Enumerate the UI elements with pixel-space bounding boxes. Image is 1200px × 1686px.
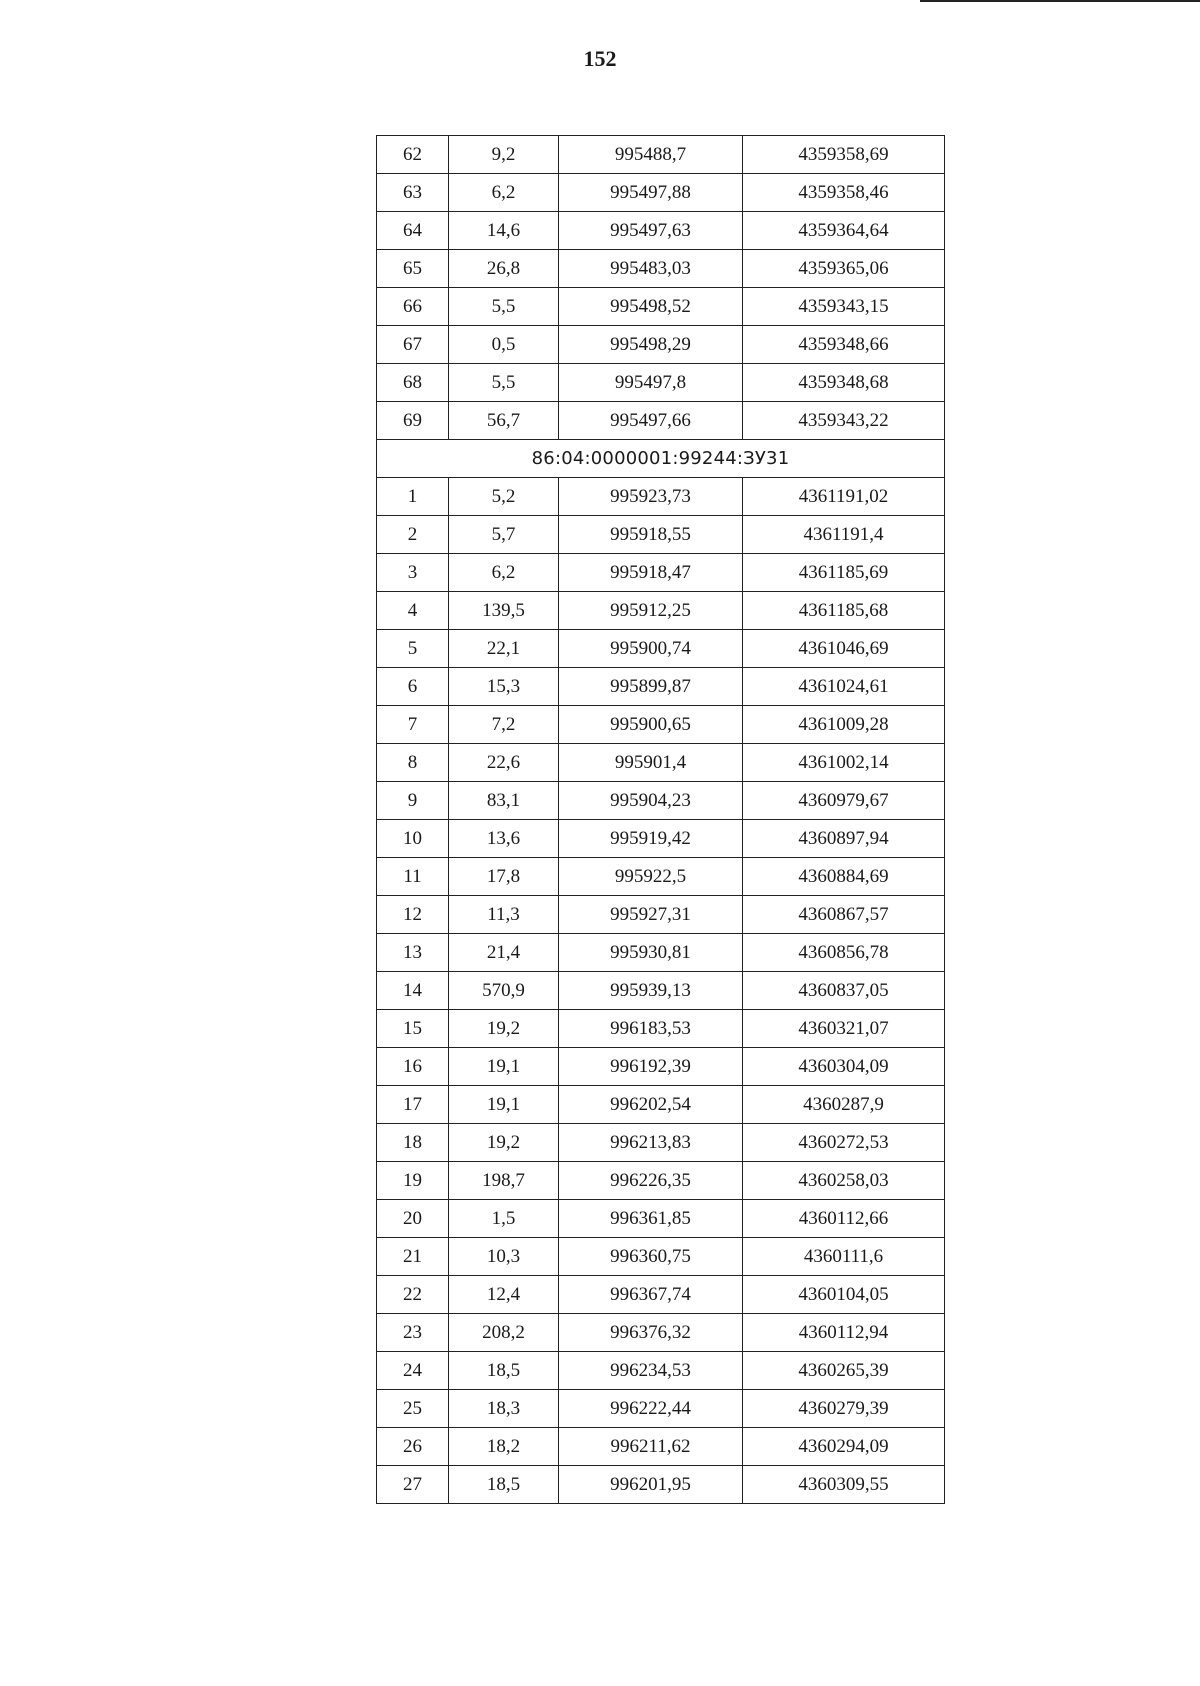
x-coordinate-cell: 995497,8 — [559, 364, 743, 402]
table-row — [377, 516, 945, 554]
y-coordinate-cell: 4361191,4 — [743, 516, 945, 554]
x-coordinate-cell: 996183,53 — [559, 1010, 743, 1048]
y-coordinate-cell: 4360321,07 — [743, 1010, 945, 1048]
point-number-cell: 5 — [377, 630, 449, 668]
table-row — [377, 1276, 945, 1314]
y-coordinate-cell: 4359348,66 — [743, 326, 945, 364]
y-coordinate-cell: 4360279,39 — [743, 1390, 945, 1428]
table-row — [377, 1428, 945, 1466]
point-number-cell: 63 — [377, 174, 449, 212]
point-number-cell: 66 — [377, 288, 449, 326]
point-number-cell: 10 — [377, 820, 449, 858]
x-coordinate-cell: 995497,63 — [559, 212, 743, 250]
point-number-cell: 20 — [377, 1200, 449, 1238]
table-row — [377, 554, 945, 592]
segment-length-cell: 12,4 — [449, 1276, 559, 1314]
x-coordinate-cell: 995918,55 — [559, 516, 743, 554]
segment-length-cell: 5,5 — [449, 288, 559, 326]
table-row — [377, 1086, 945, 1124]
y-coordinate-cell: 4360856,78 — [743, 934, 945, 972]
table-row — [377, 972, 945, 1010]
table-row — [377, 744, 945, 782]
segment-length-cell: 208,2 — [449, 1314, 559, 1352]
x-coordinate-cell: 995900,74 — [559, 630, 743, 668]
x-coordinate-cell: 995901,4 — [559, 744, 743, 782]
y-coordinate-cell: 4360304,09 — [743, 1048, 945, 1086]
point-number-cell: 24 — [377, 1352, 449, 1390]
segment-length-cell: 21,4 — [449, 934, 559, 972]
point-number-cell: 2 — [377, 516, 449, 554]
point-number-cell: 12 — [377, 896, 449, 934]
table-row — [377, 1314, 945, 1352]
y-coordinate-cell: 4361191,02 — [743, 478, 945, 516]
x-coordinate-cell: 996226,35 — [559, 1162, 743, 1200]
x-coordinate-cell: 995904,23 — [559, 782, 743, 820]
segment-length-cell: 19,1 — [449, 1048, 559, 1086]
point-number-cell: 1 — [377, 478, 449, 516]
x-coordinate-cell: 996222,44 — [559, 1390, 743, 1428]
y-coordinate-cell: 4361185,68 — [743, 592, 945, 630]
point-number-cell: 25 — [377, 1390, 449, 1428]
point-number-cell: 62 — [377, 136, 449, 174]
y-coordinate-cell: 4360884,69 — [743, 858, 945, 896]
table-row — [377, 1162, 945, 1200]
segment-length-cell: 5,2 — [449, 478, 559, 516]
point-number-cell: 23 — [377, 1314, 449, 1352]
y-coordinate-cell: 4360104,05 — [743, 1276, 945, 1314]
section-header-row — [377, 440, 945, 478]
y-coordinate-cell: 4359343,15 — [743, 288, 945, 326]
point-number-cell: 14 — [377, 972, 449, 1010]
y-coordinate-cell: 4360867,57 — [743, 896, 945, 934]
x-coordinate-cell: 995498,29 — [559, 326, 743, 364]
cadastral-number-label: 86:04:0000001:99244:ЗУ31 — [377, 440, 945, 478]
segment-length-cell: 17,8 — [449, 858, 559, 896]
table-row — [377, 1200, 945, 1238]
table-row — [377, 402, 945, 440]
y-coordinate-cell: 4361009,28 — [743, 706, 945, 744]
segment-length-cell: 26,8 — [449, 250, 559, 288]
segment-length-cell: 18,5 — [449, 1466, 559, 1504]
segment-length-cell: 5,5 — [449, 364, 559, 402]
table-row — [377, 326, 945, 364]
segment-length-cell: 570,9 — [449, 972, 559, 1010]
segment-length-cell: 56,7 — [449, 402, 559, 440]
segment-length-cell: 19,2 — [449, 1124, 559, 1162]
table-row — [377, 820, 945, 858]
x-coordinate-cell: 996192,39 — [559, 1048, 743, 1086]
segment-length-cell: 6,2 — [449, 174, 559, 212]
x-coordinate-cell: 996211,62 — [559, 1428, 743, 1466]
segment-length-cell: 1,5 — [449, 1200, 559, 1238]
segment-length-cell: 7,2 — [449, 706, 559, 744]
y-coordinate-cell: 4360258,03 — [743, 1162, 945, 1200]
table-row — [377, 364, 945, 402]
segment-length-cell: 139,5 — [449, 592, 559, 630]
x-coordinate-cell: 995488,7 — [559, 136, 743, 174]
x-coordinate-cell: 995930,81 — [559, 934, 743, 972]
x-coordinate-cell: 995900,65 — [559, 706, 743, 744]
table-row — [377, 212, 945, 250]
table-row — [377, 174, 945, 212]
y-coordinate-cell: 4361185,69 — [743, 554, 945, 592]
point-number-cell: 27 — [377, 1466, 449, 1504]
segment-length-cell: 19,1 — [449, 1086, 559, 1124]
y-coordinate-cell: 4360112,94 — [743, 1314, 945, 1352]
y-coordinate-cell: 4360272,53 — [743, 1124, 945, 1162]
y-coordinate-cell: 4359365,06 — [743, 250, 945, 288]
point-number-cell: 8 — [377, 744, 449, 782]
point-number-cell: 3 — [377, 554, 449, 592]
point-number-cell: 18 — [377, 1124, 449, 1162]
segment-length-cell: 22,1 — [449, 630, 559, 668]
table-row — [377, 1124, 945, 1162]
table-row — [377, 592, 945, 630]
point-number-cell: 6 — [377, 668, 449, 706]
point-number-cell: 68 — [377, 364, 449, 402]
table-row — [377, 896, 945, 934]
coordinates-table — [376, 135, 945, 1504]
x-coordinate-cell: 995498,52 — [559, 288, 743, 326]
point-number-cell: 21 — [377, 1238, 449, 1276]
y-coordinate-cell: 4359348,68 — [743, 364, 945, 402]
page-number: 152 — [583, 46, 617, 71]
point-number-cell: 11 — [377, 858, 449, 896]
table-row — [377, 136, 945, 174]
table-row — [377, 1352, 945, 1390]
x-coordinate-cell: 995927,31 — [559, 896, 743, 934]
point-number-cell: 69 — [377, 402, 449, 440]
x-coordinate-cell: 995922,5 — [559, 858, 743, 896]
segment-length-cell: 18,2 — [449, 1428, 559, 1466]
table-row — [377, 668, 945, 706]
top-edge-rule — [920, 0, 1200, 2]
x-coordinate-cell: 996376,32 — [559, 1314, 743, 1352]
y-coordinate-cell: 4361046,69 — [743, 630, 945, 668]
y-coordinate-cell: 4360294,09 — [743, 1428, 945, 1466]
point-number-cell: 65 — [377, 250, 449, 288]
y-coordinate-cell: 4360111,6 — [743, 1238, 945, 1276]
segment-length-cell: 13,6 — [449, 820, 559, 858]
y-coordinate-cell: 4359343,22 — [743, 402, 945, 440]
y-coordinate-cell: 4360979,67 — [743, 782, 945, 820]
point-number-cell: 26 — [377, 1428, 449, 1466]
point-number-cell: 13 — [377, 934, 449, 972]
table-row — [377, 630, 945, 668]
segment-length-cell: 83,1 — [449, 782, 559, 820]
point-number-cell: 17 — [377, 1086, 449, 1124]
x-coordinate-cell: 995912,25 — [559, 592, 743, 630]
segment-length-cell: 18,3 — [449, 1390, 559, 1428]
x-coordinate-cell: 996202,54 — [559, 1086, 743, 1124]
x-coordinate-cell: 996367,74 — [559, 1276, 743, 1314]
segment-length-cell: 22,6 — [449, 744, 559, 782]
table-row — [377, 934, 945, 972]
point-number-cell: 7 — [377, 706, 449, 744]
point-number-cell: 15 — [377, 1010, 449, 1048]
point-number-cell: 16 — [377, 1048, 449, 1086]
segment-length-cell: 10,3 — [449, 1238, 559, 1276]
table-row — [377, 250, 945, 288]
point-number-cell: 19 — [377, 1162, 449, 1200]
table-row — [377, 1466, 945, 1504]
point-number-cell: 22 — [377, 1276, 449, 1314]
table-row — [377, 288, 945, 326]
y-coordinate-cell: 4360265,39 — [743, 1352, 945, 1390]
x-coordinate-cell: 996234,53 — [559, 1352, 743, 1390]
segment-length-cell: 14,6 — [449, 212, 559, 250]
segment-length-cell: 6,2 — [449, 554, 559, 592]
x-coordinate-cell: 996360,75 — [559, 1238, 743, 1276]
x-coordinate-cell: 995497,88 — [559, 174, 743, 212]
x-coordinate-cell: 995899,87 — [559, 668, 743, 706]
segment-length-cell: 9,2 — [449, 136, 559, 174]
point-number-cell: 64 — [377, 212, 449, 250]
table-row — [377, 706, 945, 744]
y-coordinate-cell: 4360309,55 — [743, 1466, 945, 1504]
x-coordinate-cell: 995919,42 — [559, 820, 743, 858]
y-coordinate-cell: 4359358,69 — [743, 136, 945, 174]
segment-length-cell: 11,3 — [449, 896, 559, 934]
y-coordinate-cell: 4360287,9 — [743, 1086, 945, 1124]
segment-length-cell: 0,5 — [449, 326, 559, 364]
table-row — [377, 1390, 945, 1428]
x-coordinate-cell: 995483,03 — [559, 250, 743, 288]
y-coordinate-cell: 4360837,05 — [743, 972, 945, 1010]
y-coordinate-cell: 4359358,46 — [743, 174, 945, 212]
table-row — [377, 478, 945, 516]
x-coordinate-cell: 995497,66 — [559, 402, 743, 440]
table-row — [377, 1010, 945, 1048]
y-coordinate-cell: 4360897,94 — [743, 820, 945, 858]
x-coordinate-cell: 995923,73 — [559, 478, 743, 516]
x-coordinate-cell: 996213,83 — [559, 1124, 743, 1162]
segment-length-cell: 198,7 — [449, 1162, 559, 1200]
x-coordinate-cell: 996361,85 — [559, 1200, 743, 1238]
y-coordinate-cell: 4359364,64 — [743, 212, 945, 250]
x-coordinate-cell: 995939,13 — [559, 972, 743, 1010]
point-number-cell: 67 — [377, 326, 449, 364]
table-row — [377, 1048, 945, 1086]
x-coordinate-cell: 996201,95 — [559, 1466, 743, 1504]
table-row — [377, 1238, 945, 1276]
segment-length-cell: 15,3 — [449, 668, 559, 706]
x-coordinate-cell: 995918,47 — [559, 554, 743, 592]
y-coordinate-cell: 4361024,61 — [743, 668, 945, 706]
point-number-cell: 9 — [377, 782, 449, 820]
segment-length-cell: 19,2 — [449, 1010, 559, 1048]
segment-length-cell: 5,7 — [449, 516, 559, 554]
table-row — [377, 858, 945, 896]
segment-length-cell: 18,5 — [449, 1352, 559, 1390]
coordinates-table-body — [377, 136, 945, 1504]
point-number-cell: 4 — [377, 592, 449, 630]
table-row — [377, 782, 945, 820]
y-coordinate-cell: 4361002,14 — [743, 744, 945, 782]
y-coordinate-cell: 4360112,66 — [743, 1200, 945, 1238]
